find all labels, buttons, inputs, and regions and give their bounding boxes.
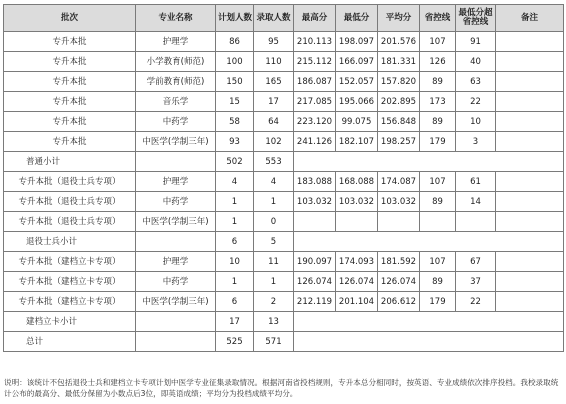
cell-note [496, 252, 564, 272]
cell-note [496, 92, 564, 112]
cell-avg: 198.257 [378, 132, 420, 152]
cell-over: 3 [456, 132, 496, 152]
cell-over: 63 [456, 72, 496, 92]
cell-avg: 201.576 [378, 32, 420, 52]
cell-min: 195.066 [336, 92, 378, 112]
subtotal-row [4, 312, 564, 332]
subtotal-label: 建档立卡小计 [4, 312, 136, 332]
header-major: 专业名称 [136, 5, 216, 32]
cell-avg: 181.592 [378, 252, 420, 272]
cell-major: 护理学 [136, 172, 216, 192]
cell-max: 217.085 [294, 92, 336, 112]
cell-major: 中药学 [136, 272, 216, 292]
cell-min: 152.057 [336, 72, 378, 92]
table-row [4, 212, 564, 232]
cell-major: 学前教育(师范) [136, 72, 216, 92]
cell-max: 183.088 [294, 172, 336, 192]
cell-empty [136, 332, 216, 352]
cell-empty [294, 332, 564, 352]
cell-over: 91 [456, 32, 496, 52]
cell-note [496, 292, 564, 312]
subtotal-row [4, 232, 564, 252]
cell-batch: 专升本批（建档立卡专项） [4, 272, 136, 292]
cell-max: 103.032 [294, 192, 336, 212]
cell-max: 186.087 [294, 72, 336, 92]
cell-batch: 专升本批 [4, 92, 136, 112]
cell-batch: 专升本批 [4, 132, 136, 152]
cell-major: 音乐学 [136, 92, 216, 112]
cell-line: 89 [420, 192, 456, 212]
cell-line: 107 [420, 172, 456, 192]
cell-batch: 专升本批（建档立卡专项） [4, 292, 136, 312]
admission-table [3, 4, 564, 352]
cell-avg: 174.087 [378, 172, 420, 192]
table-row [4, 172, 564, 192]
header-admit: 录取人数 [254, 5, 294, 32]
footnote: 说明：该统计不包括退役士兵和建档立卡专项计划中医学专业征集录取情况。根据河南省投档规则，专升本总分相同时，按英语、专业成绩依次排序投档。我校录取统计公布的最高分、最低分保留为小数点后3位，即英语成绩；平均分为投档成绩平均分。 [4, 378, 559, 398]
cell-avg [378, 212, 420, 232]
cell-note [496, 212, 564, 232]
cell-line: 89 [420, 112, 456, 132]
cell-over: 22 [456, 292, 496, 312]
cell-plan: 93 [216, 132, 254, 152]
cell-over: 22 [456, 92, 496, 112]
cell-line [420, 212, 456, 232]
cell-min: 198.097 [336, 32, 378, 52]
cell-plan: 4 [216, 172, 254, 192]
cell-admit: 11 [254, 252, 294, 272]
cell-min: 174.093 [336, 252, 378, 272]
cell-max: 215.112 [294, 52, 336, 72]
cell-avg: 157.820 [378, 72, 420, 92]
table-row [4, 272, 564, 292]
subtotal-label: 退役士兵小计 [4, 232, 136, 252]
cell-empty [136, 232, 216, 252]
cell-max: 126.074 [294, 272, 336, 292]
cell-max [294, 212, 336, 232]
subtotal-admit: 553 [254, 152, 294, 172]
subtotal-label: 总计 [4, 332, 136, 352]
cell-plan: 58 [216, 112, 254, 132]
cell-admit: 2 [254, 292, 294, 312]
cell-line: 89 [420, 72, 456, 92]
subtotal-plan: 6 [216, 232, 254, 252]
header-max: 最高分 [294, 5, 336, 32]
cell-admit: 95 [254, 32, 294, 52]
cell-min: 166.097 [336, 52, 378, 72]
cell-plan: 1 [216, 192, 254, 212]
cell-max: 190.097 [294, 252, 336, 272]
table-row [4, 292, 564, 312]
cell-note [496, 192, 564, 212]
cell-line: 107 [420, 32, 456, 52]
table-row [4, 132, 564, 152]
cell-major: 护理学 [136, 32, 216, 52]
cell-major: 中医学(学制三年) [136, 132, 216, 152]
cell-over: 61 [456, 172, 496, 192]
table-row [4, 112, 564, 132]
cell-over: 37 [456, 272, 496, 292]
cell-plan: 6 [216, 292, 254, 312]
cell-empty [294, 232, 564, 252]
cell-avg: 181.331 [378, 52, 420, 72]
header-min: 最低分 [336, 5, 378, 32]
cell-min: 182.107 [336, 132, 378, 152]
cell-plan: 15 [216, 92, 254, 112]
cell-over: 40 [456, 52, 496, 72]
cell-admit: 4 [254, 172, 294, 192]
table-row [4, 92, 564, 112]
cell-min: 103.032 [336, 192, 378, 212]
cell-over: 67 [456, 252, 496, 272]
cell-admit: 1 [254, 192, 294, 212]
cell-avg: 156.848 [378, 112, 420, 132]
table-row [4, 72, 564, 92]
cell-line: 179 [420, 132, 456, 152]
cell-note [496, 112, 564, 132]
cell-max: 223.120 [294, 112, 336, 132]
cell-line: 179 [420, 292, 456, 312]
cell-over: 10 [456, 112, 496, 132]
cell-min [336, 212, 378, 232]
cell-line: 89 [420, 272, 456, 292]
cell-plan: 100 [216, 52, 254, 72]
cell-note [496, 52, 564, 72]
cell-major: 中药学 [136, 192, 216, 212]
cell-batch: 专升本批 [4, 52, 136, 72]
cell-batch: 专升本批（退役士兵专项） [4, 172, 136, 192]
cell-admit: 165 [254, 72, 294, 92]
cell-avg: 126.074 [378, 272, 420, 292]
cell-admit: 102 [254, 132, 294, 152]
subtotal-plan: 502 [216, 152, 254, 172]
cell-note [496, 132, 564, 152]
cell-note [496, 32, 564, 52]
table-row [4, 192, 564, 212]
subtotal-plan: 17 [216, 312, 254, 332]
cell-empty [136, 152, 216, 172]
subtotal-admit: 571 [254, 332, 294, 352]
cell-batch: 专升本批 [4, 72, 136, 92]
cell-admit: 17 [254, 92, 294, 112]
cell-batch: 专升本批（退役士兵专项） [4, 192, 136, 212]
cell-line: 126 [420, 52, 456, 72]
cell-min: 99.075 [336, 112, 378, 132]
header-row [4, 5, 564, 32]
cell-over [456, 212, 496, 232]
table-row [4, 32, 564, 52]
table-row [4, 252, 564, 272]
subtotal-admit: 5 [254, 232, 294, 252]
cell-avg: 103.032 [378, 192, 420, 212]
cell-major: 小学教育(师范) [136, 52, 216, 72]
cell-admit: 0 [254, 212, 294, 232]
table-row [4, 52, 564, 72]
subtotal-plan: 525 [216, 332, 254, 352]
cell-major: 中医学(学制三年) [136, 292, 216, 312]
cell-batch: 专升本批 [4, 112, 136, 132]
cell-major: 中医学(学制三年) [136, 212, 216, 232]
cell-note [496, 272, 564, 292]
header-over: 最低分超省控线 [456, 5, 496, 32]
cell-max: 241.126 [294, 132, 336, 152]
cell-over: 14 [456, 192, 496, 212]
cell-admit: 110 [254, 52, 294, 72]
cell-avg: 202.895 [378, 92, 420, 112]
cell-plan: 150 [216, 72, 254, 92]
cell-plan: 1 [216, 212, 254, 232]
cell-avg: 206.612 [378, 292, 420, 312]
header-avg: 平均分 [378, 5, 420, 32]
cell-major: 中药学 [136, 112, 216, 132]
cell-line: 173 [420, 92, 456, 112]
cell-note [496, 172, 564, 192]
cell-min: 168.088 [336, 172, 378, 192]
table-body [4, 32, 564, 352]
cell-plan: 10 [216, 252, 254, 272]
header-batch: 批次 [4, 5, 136, 32]
cell-max: 210.113 [294, 32, 336, 52]
header-line: 省控线 [420, 5, 456, 32]
cell-admit: 64 [254, 112, 294, 132]
cell-batch: 专升本批（退役士兵专项） [4, 212, 136, 232]
cell-major: 护理学 [136, 252, 216, 272]
cell-empty [136, 312, 216, 332]
cell-note [496, 72, 564, 92]
cell-empty [294, 312, 564, 332]
subtotal-row [4, 332, 564, 352]
cell-max: 212.119 [294, 292, 336, 312]
cell-min: 126.074 [336, 272, 378, 292]
header-plan: 计划人数 [216, 5, 254, 32]
cell-plan: 86 [216, 32, 254, 52]
cell-batch: 专升本批 [4, 32, 136, 52]
cell-plan: 1 [216, 272, 254, 292]
subtotal-row [4, 152, 564, 172]
cell-min: 201.104 [336, 292, 378, 312]
header-note: 备注 [496, 5, 564, 32]
cell-admit: 1 [254, 272, 294, 292]
cell-empty [294, 152, 564, 172]
subtotal-label: 普通小计 [4, 152, 136, 172]
cell-line: 107 [420, 252, 456, 272]
subtotal-admit: 13 [254, 312, 294, 332]
cell-batch: 专升本批（建档立卡专项） [4, 252, 136, 272]
